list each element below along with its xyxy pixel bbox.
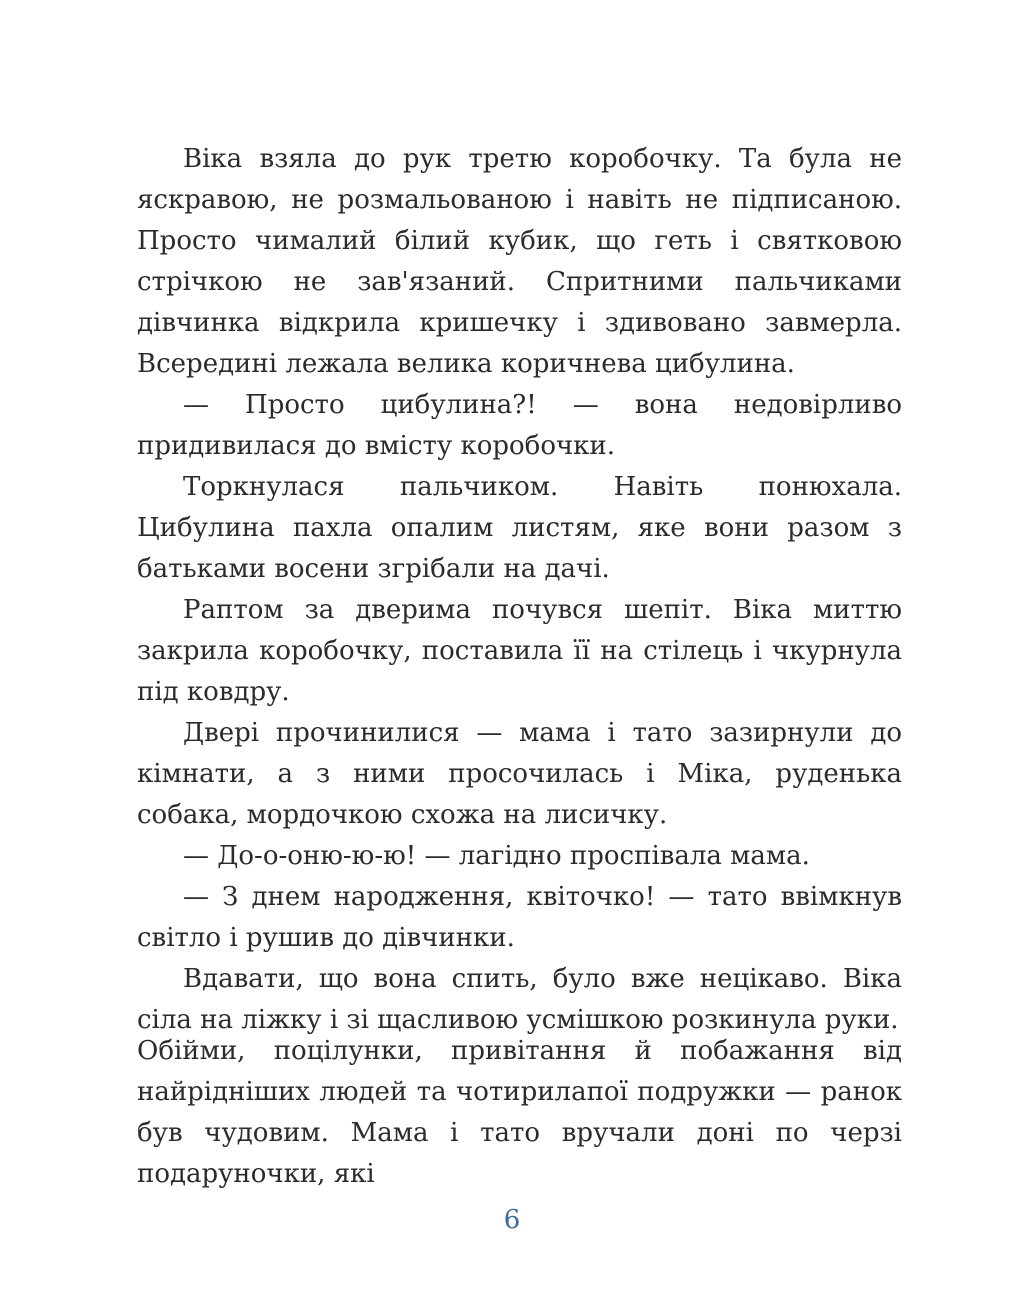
paragraph: — До-о-оню-ю-ю! — лагідно проспівала мама. bbox=[183, 841, 810, 871]
page-number: 6 bbox=[503, 1205, 521, 1235]
paragraph: Обійми, поцілунки, привітання й побажання від найрідніших людей та чотирилапої подружки — ранок був чудовим. Мама і тато вручали доні по черзі подаруночки, які bbox=[137, 1036, 902, 1189]
paragraph: — З днем народження, квіточко! — тато ввімкнув світло і рушив до дівчинки. bbox=[137, 882, 902, 953]
paragraph: Вдавати, що вона спить, було вже нецікаво. Віка сіла на ліжку і зі щасливою усмішкою розкинула руки. bbox=[137, 964, 902, 1035]
paragraph: Двері прочинилися — мама і тато зазирнули до кімнати, а з ними просочилась і Міка, руденька собака, мордочкою схожа на лисичку. bbox=[137, 718, 902, 830]
paragraph: — Просто цибулина?! — вона недовірливо придивилася до вмісту коробочки. bbox=[137, 390, 902, 461]
main-text-section bbox=[137, 139, 902, 1041]
paragraph: Торкнулася пальчиком. Навіть понюхала. Цибулина пахла опалим листям, яке вони разом з батьками восени згрібали на дачі. bbox=[137, 472, 902, 584]
paragraph: Раптом за дверима почувся шепіт. Віка миттю закрила коробочку, поставила її на стілець і чкурнула під ковдру. bbox=[137, 595, 902, 707]
new-section-text bbox=[137, 1031, 902, 1195]
paragraph: Віка взяла до рук третю коробочку. Та була не яскравою, не розмальованою і навіть не підписаною. Просто чималий білий кубик, що геть і святковою стрічкою не зав'язаний. Спритними пальчиками дівчинка відкрила кришечку і здивовано завмерла. Всередині лежала велика коричнева цибулина. bbox=[137, 144, 902, 379]
